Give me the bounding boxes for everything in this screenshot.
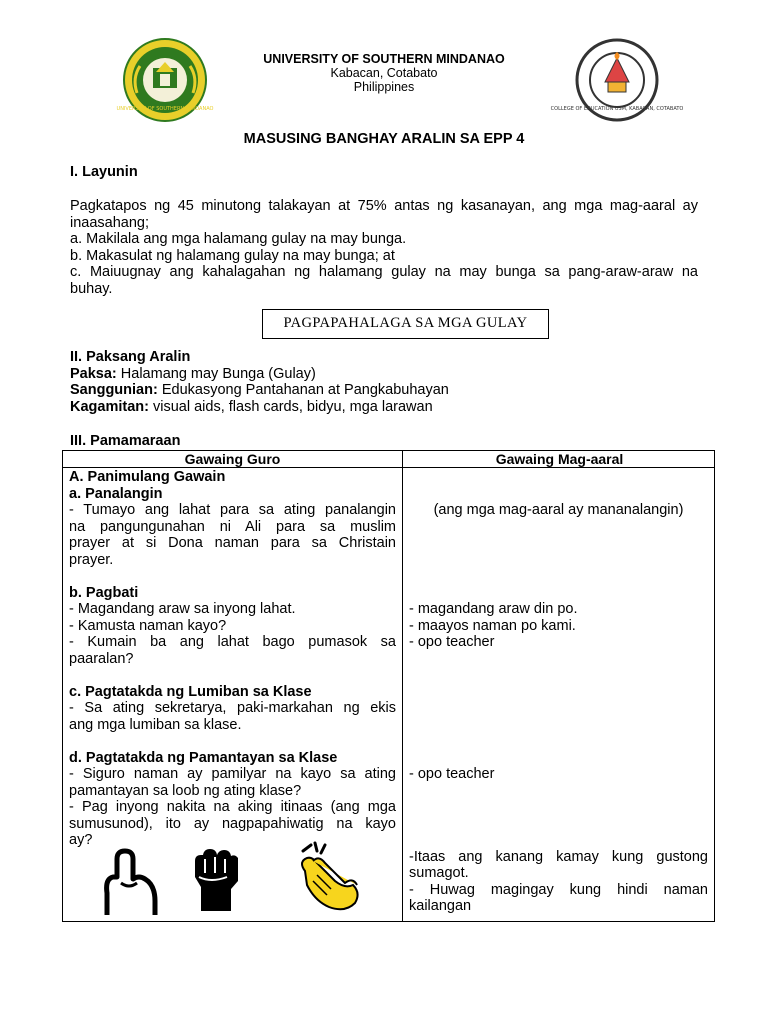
layunin-item-a: a. Makilala ang mga halamang gulay na may bunga. — [70, 231, 407, 247]
panalangin-line4: prayer. — [69, 551, 114, 568]
sanggunian-row: Sanggunian: Edukasyong Pantahanan at Pangkabuhayan — [70, 382, 449, 398]
procedure-table — [62, 450, 715, 922]
layunin-item-c-line2: buhay. — [70, 280, 113, 297]
layunin-intro-line1: Pagkatapos ng 45 minutong talakayan at 75% antas ng kasanayan, ang mga mag-aaral ay — [70, 198, 698, 214]
clapping-hands-icon — [295, 841, 365, 918]
response-rule-line3: - Huwag magingay kung hindi naman — [409, 881, 708, 898]
pagbati-line3: - Kumain ba ang lahat bago pumasok sa — [69, 634, 396, 650]
response-pamantayan: - opo teacher — [409, 766, 495, 782]
magaaral-column — [409, 469, 708, 915]
seal-text-right: COLLEGE OF EDUCATION USM, KABACAN, COTABATO — [550, 106, 684, 112]
guro-column — [69, 469, 396, 849]
layunin-item-b: b. Makasulat ng halamang gulay na may bunga; at — [70, 247, 395, 264]
pagbati-line2: - Kamusta naman kayo? — [69, 617, 227, 634]
pamantayan-line2: pamantayan sa loob ng ating klase? — [69, 782, 302, 799]
panalangin-line3: prayer at si Dona naman para sa Christain — [69, 535, 396, 551]
lumiban-line2: ang mga lumiban sa klase. — [69, 716, 242, 733]
raised-fist-icon — [191, 847, 241, 918]
response-rule-line2: sumagot. — [409, 865, 469, 881]
pamantayan-line4: sumusunod), ito ay nagpapahiwatig na kayo — [69, 815, 396, 832]
panalangin-heading: a. Panalangin — [69, 485, 163, 502]
pagbati-line4: paaralan? — [69, 650, 134, 667]
response-pagbati-3: - opo teacher — [409, 634, 495, 650]
pamantayan-line1: - Siguro naman ay pamilyar na kayo sa ating — [69, 766, 396, 782]
response-rule-line1: -Itaas ang kanang kamay kung gustong — [409, 848, 708, 865]
raised-hand-icon — [99, 849, 161, 924]
paksa-row: Paksa: Halamang may Bunga (Gulay) — [70, 365, 316, 382]
kagamitan-row: Kagamitan: visual aids, flash cards, bidyu, mga larawan — [70, 398, 433, 415]
seal-text-left: UNIVERSITY OF SOUTHERN MINDANAO — [116, 106, 214, 112]
column-header-guro: Gawaing Guro — [184, 451, 281, 467]
pagbati-line1: - Magandang araw sa inyong lahat. — [69, 601, 296, 617]
panimulang-gawain: A. Panimulang Gawain — [69, 469, 226, 485]
pamantayan-heading: d. Pagtatakda ng Pamantayan sa Klase — [69, 749, 338, 766]
university-name: UNIVERSITY OF SOUTHERN MINDANAO — [263, 52, 505, 66]
university-city: Kabacan, Cotabato — [330, 66, 438, 80]
pamantayan-line3: - Pag inyong nakita na aking itinaas (ang mga — [69, 799, 396, 815]
response-rule-line4: kailangan — [409, 898, 472, 914]
lumiban-heading: c. Pagtatakda ng Lumiban sa Klase — [69, 683, 312, 700]
response-pagbati-2: - maayos naman po kami. — [409, 617, 576, 634]
layunin-section — [70, 198, 698, 297]
lumiban-line1: - Sa ating sekretarya, paki-markahan ng ekis — [69, 700, 396, 716]
paksang-aralin-section — [70, 349, 698, 415]
college-of-education-logo — [550, 38, 684, 122]
layunin-intro-line2: inaasahang; — [70, 214, 150, 231]
panalangin-line2: na pangungunahan ni Ali para sa muslim — [69, 518, 396, 535]
gesture-pictures — [63, 847, 403, 921]
response-pagbati-1: - magandang araw din po. — [409, 601, 578, 617]
layunin-heading: I. Layunin — [70, 164, 138, 180]
document-header — [0, 38, 768, 123]
panalangin-line1: - Tumayo ang lahat para sa ating panalangin — [69, 502, 396, 518]
paksang-aralin-heading: II. Paksang Aralin — [70, 349, 191, 365]
university-country: Philippines — [353, 80, 415, 94]
column-header-magaaral: Gawaing Mag-aaral — [495, 451, 624, 467]
pamamaraan-heading: III. Pamamaraan — [70, 433, 181, 449]
response-panalangin: (ang mga mag-aaral ay mananalangin) — [433, 502, 684, 518]
document-title: MASUSING BANGHAY ARALIN SA EPP 4 — [243, 131, 525, 147]
topic-title-box: PAGPAPAHALAGA SA MGA GULAY — [262, 309, 549, 339]
layunin-item-c-line1: c. Maiuugnay ang kahalagahan ng halamang gulay na may bunga sa pang-araw-araw na — [70, 264, 698, 280]
pamantayan-line5: ay? — [69, 832, 93, 848]
pagbati-heading: b. Pagbati — [69, 584, 139, 601]
